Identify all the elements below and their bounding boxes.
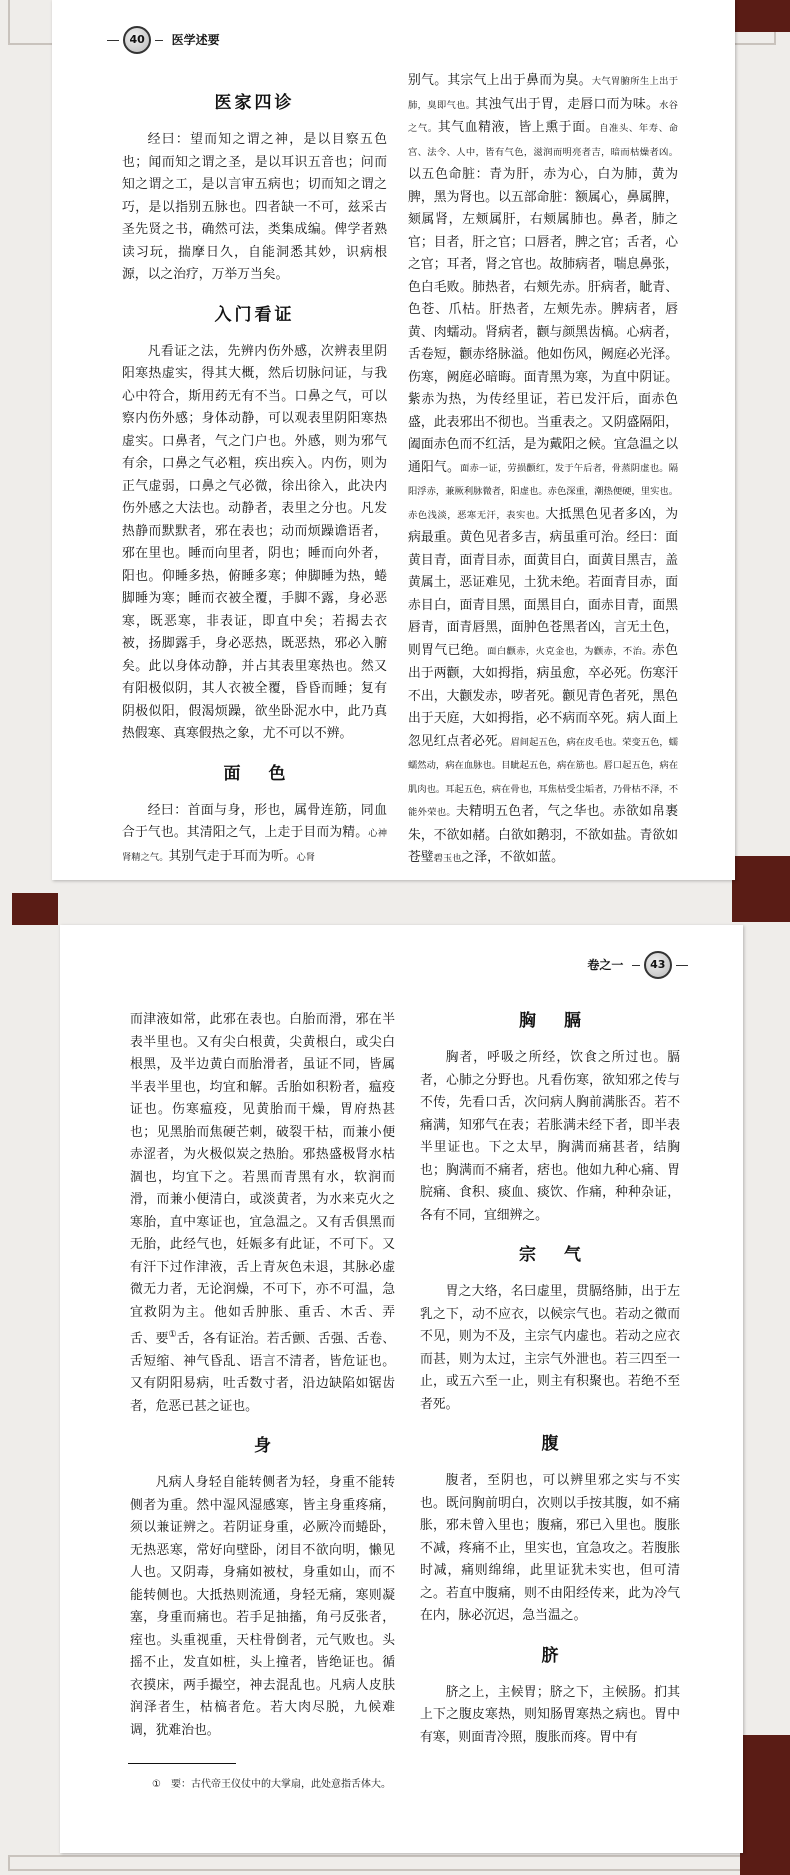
paragraph: 凡病人身轻自能转侧者为轻，身重不能转侧者为重。然中湿风湿感寒，皆主身重疼痛，须以兼证辨之。若阴证身重，必厥冷而蜷卧，无热恶寒，常好向壁卧，闭目不欲向明，懒见人也。又阴毒，身痛如被杖，身重如山，而不能转侧也。大抵热则流通，身轻无痛，寒则凝塞，身重而痛也。若手足抽搐，角弓反张者，痓也。头重视重，天柱骨倒者，元气败也。头摇不止，发直如桩，头上撞者，皆绝证也。循衣摸床，两手撮空，神去混乱也。凡病人皮肤润泽者生，枯槁者危。若大肉尽脱，九候难调，犹难治也。 (130, 1475, 395, 1738)
paragraph: 胃之大络，名曰虚里，贯膈络肺，出于左乳之下，动不应衣，以候宗气也。若动之微而不见，则为不及，主宗气内虚也。若动之应衣而甚，则为太过，主宗气外泄也。若三四至一止，或五六至一止，则主有积聚也。若绝不至者死。 (420, 1284, 680, 1412)
page-header (107, 26, 220, 54)
section-title: 腹 (541, 1434, 587, 1454)
decor-block (740, 1735, 790, 1875)
body-text: 赤色出于两颧，大如拇指，病虽愈，卒必死。伤寒汗不出，大颧发赤，哕者死。颧见青色者死，黑色出于天庭，大如拇指，必不病而卒死。病人面上忽见红点者必死。 (408, 642, 678, 749)
paragraph: 凡看证之法，先辨内伤外感，次辨表里阴阳寒热虚实，得其大概，然后切脉问证，与我心中符合，斯用药无有不当。口鼻之气，可以察内伤外感；身体动静，可以观表里阴阳寒热虚实。口鼻者，气之门户也。外感，则为邪气有余，口鼻之气必粗，疾出疾入。内伤，则为正气虚弱，口鼻之气必微，徐出徐入，此决内伤外感之大法也。动静者，表里之分也。凡发热静而默默者，邪在表也；动而烦躁谵语者，邪在里也。睡而向里者，阴也；睡而向外者，阳也。仰睡多热，俯睡多寒；伸脚睡为热，蜷脚睡为寒；睡而衣被全覆，手脚不露，身必恶寒，既恶寒，非表证，即直中矣；若揭去衣被，扬脚露手，身必恶热，既恶热，邪必入腑矣。此以身体动静，并占其表里寒热也。然又有阳极似阴，其人衣被全覆，昏昏而睡；复有阴极似阳，假渴烦躁，欲坐卧泥水中，此乃真热假寒、真寒假热之象，尤不可以不辨。 (122, 343, 387, 741)
decor-block (12, 893, 58, 925)
body-text: 以五色命脏：青为肝，赤为心，白为肺，黄为脾，黑为肾也。以五部命脏：额属心，鼻属脾，颏属肾，左颊属肝，右颊属肺也。鼻者，肺之官；目者，肝之官；口唇者，脾之官；舌者，心之官；耳者，肾之官也。故肺病者，喘息鼻张，色白毛败。肺热者，右颊先赤。肝病者，眦青、色苍、爪枯。肝热者，左颊先赤。脾病者，唇黄、肉蠕动。肾病者，颧与颜黑齿槁。心病者，舌卷短，颧赤络脉溢。他如伤风，阙庭必光泽。伤寒，阙庭必暗晦。面青黑为寒，为直中阴证。紫赤为热，为传经里证，若已发汗后，面赤色盛，此表邪出不彻也。当重表之。又阴盛隔阳，阖面赤色而不红活，是为戴阳之候。宜急温之以通阳气。 (408, 167, 678, 475)
text-column-left (122, 75, 387, 869)
body-text: 其气血精液，皆上熏于面。 (437, 120, 600, 135)
annotation-note: 心肾 (296, 851, 316, 863)
paragraph: 腹者，至阴也，可以辨里邪之实与不实也。既问胸前明白，次则以手按其腹，如不痛胀，邪未曾入里也；腹痛，邪已入里也。腹胀不减，疼痛不止，里实也，宜急攻之。若腹胀时减，痛则绵绵，此里证犹未实也，但可清之。若直中腹痛，则不由阳经传来，此为冷气在内，脉必沉迟，急当温之。 (420, 1473, 680, 1623)
annotation-note: 面白颧赤，火克金也，为颧赤，不治。 (487, 645, 652, 657)
body-text: 其别气走于耳而为听。 (168, 848, 297, 864)
paragraph (408, 70, 678, 871)
rare-character: 要 (155, 1331, 169, 1347)
footnote-rule (128, 1763, 236, 1764)
paragraph: 脐之上，主候胃；脐之下，主候肠。扪其上下之腹皮寒热，则知肠胃寒热之病也。胃中有寒，则面青冷照，腹胀而疼。胃中有 (420, 1684, 680, 1745)
annotation-note: 眉间起五色，病在皮毛也。荣变五色，蠕蠕然动，病在血脉也。目眦起五色，病在筋也。唇口起五色，病在肌肉也。耳起五色，病在骨也，耳焦枯受尘垢者，乃骨枯不泽，不能外荣也。 (408, 736, 678, 818)
body-text: 之泽，不欲如蓝。 (461, 850, 564, 865)
book-page-40 (52, 0, 735, 880)
annotation-note: 自准头、年寿、命宫、法令、人中，皆有气色，滋润而明亮者吉，暗而枯燥者凶。 (408, 123, 678, 158)
body-text: 夫精明五色者，气之华也。赤欲如帛裹朱，不欲如赭。白欲如鹅羽，不欲如盐。青欲如苍璧 (408, 804, 678, 865)
decor-block (732, 0, 790, 32)
book-page-43 (60, 925, 743, 1853)
annotation-note: 水谷之气。 (408, 99, 678, 134)
paragraph: 胸者，呼吸之所经，饮食之所过也。膈者，心肺之分野也。凡看伤寒，欲知邪之传与不传，先看口舌，次问病人胸前满胀否。若不痛满，知邪气在表；若胀满未经下者，即半表半里证也。下之太早，胸满而痛甚者，结胸也；胸满而不痛者，痞也。他如九种心痛、胃脘痛、食积、痰血、痰饮、作痛，种种杂证，各有不同，宜细辨之。 (420, 1050, 680, 1223)
section-title: 入门看证 (214, 304, 295, 325)
page-number-badge: 40 (123, 26, 151, 54)
paragraph (130, 1009, 395, 1418)
body-text: 大抵黑色见者多凶，为病最重。黄色见者多吉，病虽重可治。经曰：面黄目青，面青目赤，面黄目白，面黄目黑吉，盖黄属土，恶证难见，土犹未绝。若面青目赤，面赤目白，面青目黑，面黑目白，面赤目青，面黑唇青，面青唇黑，面肿色苍黑者凶，言无土色，则胃气已绝。 (408, 506, 678, 658)
section-title: 脐 (541, 1645, 587, 1666)
running-head: 医学述要 (171, 32, 220, 47)
annotation-note: 心神肾精之气。 (122, 828, 387, 863)
annotation-note: 大气胃腑所生上出于肺，臭即气也。 (408, 76, 678, 111)
page-header (587, 951, 688, 979)
body-text: 其浊气出于胃，走唇口而为味。 (475, 96, 660, 112)
section-title: 身 (254, 1436, 299, 1457)
footnote: ① 要：古代帝王仪仗中的大掌扇，此处意指舌体大。 (152, 1779, 391, 1790)
body-text: 别气。其宗气上出于鼻而为臭。 (408, 73, 592, 88)
body-text: 舌，各有证治。若舌颤、舌强、舌卷、舌短缩、神气昏乱、语言不清者，皆危证也。又有阴阳易病，吐舌数寸者，沿边缺陷如锯齿者，危恶已甚之证也。 (130, 1331, 396, 1414)
text-column-right (420, 1009, 680, 1749)
annotation-note: 面赤一证，劳损颧红，发于午后者，骨蒸阴虚也。隔阳浮赤，兼厥利脉微者，阳虚也。赤色深重，潮热便硬，里实也。赤色浅淡，恶寒无汗，表实也。 (408, 462, 678, 521)
paragraph: 经曰：首面与身，形也，属骨连筋，同血合于气也。其清阳之气，上走于目而为精。心神肾精之气。其别气走于耳而为听。心肾 (122, 802, 387, 864)
decor-block (732, 856, 790, 922)
running-head: 卷之一 (587, 957, 624, 972)
text-column-right (408, 70, 678, 871)
body-text: 而津液如常，此邪在表也。白胎而滑，邪在半表半里也。又有尖白根黄，尖黄根白，或尖白根黑，及半边黄白而胎滑者，虽证不同，皆属半表半里也，均宜和解。舌胎如积粉者，瘟疫证也。伤寒瘟疫，见黄胎而干燥，胃府热甚也；见黑胎而焦硬芒刺，破裂干枯，而兼小便赤涩者，为火极似炭之热胎。邪热盛极肾水枯涸也，均宜下之。若黑而青黑有水，软润而滑，而兼小便清白，或淡黄者，为水来克火之寒胎，直中寒证也，宜急温之。又有舌俱黑而无胎，此经气也，妊娠多有此证，不可下。又有汗下过作津液，舌上青灰色未退，其脉必虚微无力者，无论润燥，不可下，亦不可温，急宜救阴为主。他如舌肿胀、重舌、木舌、弄舌、 (130, 1012, 395, 1347)
text-column-left (130, 1009, 395, 1742)
section-title: 胸膈 (519, 1011, 609, 1031)
paragraph: 经曰：望而知之谓之神，是以目察五色也；闻而知之谓之圣，是以耳识五音也；问而知之谓之工，是以言审五病也；切而知之谓之巧，是以指别五脉也。四者缺一不可，兹采古圣先贤之书，确然可法，类集成编。俾学者熟读习玩，揣摩日久，自能洞悉其妙，识病根源，以之治疗，万举万当矣。 (122, 132, 387, 282)
footnote-marker: ① (168, 1329, 177, 1340)
background-frame-bottom (8, 1855, 776, 1871)
annotation-note: 碧玉也 (433, 853, 462, 864)
section-title: 面色 (223, 763, 314, 784)
section-title: 医家四诊 (214, 93, 295, 113)
section-title: 宗气 (519, 1245, 609, 1265)
page-number-badge: 43 (644, 951, 672, 979)
